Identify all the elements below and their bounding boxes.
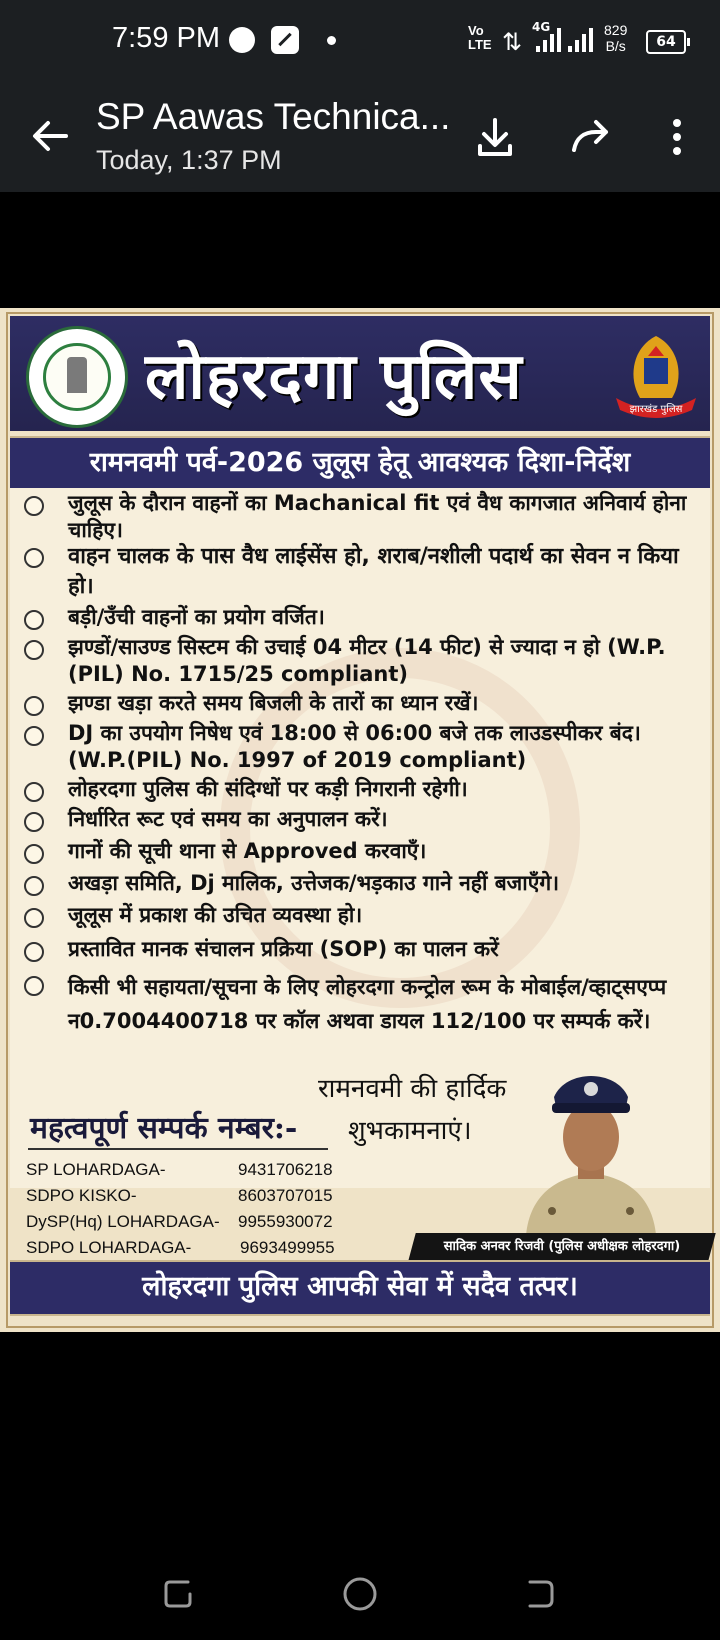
bullet-icon <box>24 726 44 746</box>
poster-footer-bar <box>10 1260 710 1316</box>
more-options-icon[interactable] <box>652 112 702 162</box>
bullet-icon <box>24 496 44 516</box>
notification-app-icon <box>271 26 299 54</box>
contacts-divider <box>28 1148 328 1150</box>
bullet-icon <box>24 876 44 896</box>
list-item-text: झण्डा खड़ा करते समय बिजली के तारों का ध्यान रखें। <box>68 691 479 715</box>
list-item-text: झण्डों/साउण्ड सिस्टम की उचाई 04 मीटर (14 फीट) से ज्यादा न हो (W.P.(PIL) No. 1715/25 compliant) <box>68 635 666 686</box>
officer-caption: सादिक अनवर रिजवी (पुलिस अधीक्षक लोहरदगा) <box>443 1239 681 1254</box>
notification-circle-icon <box>229 27 255 53</box>
bullet-icon <box>24 696 44 716</box>
bullet-icon <box>24 548 44 568</box>
navigation-bar <box>0 1560 720 1640</box>
download-icon[interactable] <box>470 112 520 162</box>
list-item-text: DJ का उपयोग निषेध एवं 18:00 से 06:00 बजे तक लाउडस्पीकर बंद। (W.P.(PIL) No. 1997 of 2019 compliant) <box>68 721 641 772</box>
recent-apps-icon[interactable] <box>158 1572 202 1616</box>
list-item-text: बड़ी/उँची वाहनों का प्रयोग वर्जित। <box>68 605 325 629</box>
contact-label: DySP(Hq) LOHARDAGA- <box>26 1212 220 1231</box>
jharkhand-emblem-icon <box>26 326 128 428</box>
contact-number: 9693499955 <box>240 1238 335 1257</box>
contact-row <box>26 1160 333 1180</box>
poster-footer: लोहरदगा पुलिस आपकी सेवा में सदैव तत्पर। <box>142 1271 578 1302</box>
list-item-text: किसी भी सहायता/सूचना के लिए लोहरदगा कन्ट्रोल रूम के मोबाईल/व्हाट्सएप्प न0.7004400718 पर कॉल अथवा डायल 112/100 पर सम्पर्क करें। <box>68 975 667 1033</box>
list-item-text: प्रस्तावित मानक संचालन प्रक्रिया (SOP) का पालन करें <box>68 937 499 961</box>
more-notifications-icon <box>327 36 336 45</box>
list-item-text: गानों की सूची थाना से Approved करवाएँ। <box>68 839 427 863</box>
bullet-icon <box>24 782 44 802</box>
list-item-text: निर्धारित रूट एवं समय का अनुपालन करें। <box>68 807 388 831</box>
contact-number: 9431706218 <box>238 1160 333 1179</box>
contact-label: SP LOHARDAGA- <box>26 1160 166 1179</box>
page-subtitle: Today, 1:37 PM <box>96 145 282 175</box>
page-title: SP Aawas Technica... <box>96 96 451 137</box>
contact-row <box>26 1212 333 1232</box>
net-speed-value: 829 <box>604 22 628 38</box>
bullet-icon <box>24 812 44 832</box>
bullet-icon <box>24 908 44 928</box>
officer-caption-bar <box>408 1233 716 1261</box>
bullet-icon <box>24 844 44 864</box>
net-speed-unit: B/s <box>605 38 626 54</box>
signal-bars-icon <box>536 28 564 52</box>
list-item-text: वाहन चालक के पास वैध लाईसेंस हो, शराब/नशीली पदार्थ का सेवन न किया हो। <box>68 544 679 599</box>
bullet-icon <box>24 976 44 996</box>
status-time: 7:59 PM <box>112 22 220 54</box>
network-type-label: 4G <box>532 20 551 34</box>
volte-label: Vo LTE <box>468 23 492 52</box>
net-speed <box>604 22 627 54</box>
bullet-icon <box>24 640 44 660</box>
list-item-text: अखड़ा समिति, Dj मालिक, उत्तेजक/भड़काउ गाने नहीं बजाएँगे। <box>68 871 560 895</box>
greeting <box>318 1068 506 1152</box>
greeting-line-1: रामनवमी की हार्दिक <box>318 1074 507 1104</box>
signal-bars-2-icon <box>568 28 596 52</box>
poster-banner <box>10 316 710 431</box>
officer-photo-icon <box>496 1045 686 1235</box>
contact-label: SDPO KISKO- <box>26 1186 137 1205</box>
list-item-text: जुलूस के दौरान वाहनों का Machanical fit एवं वैध कागजात अनिवार्य होना चाहिए। <box>68 491 687 542</box>
list-item-text: लोहरदगा पुलिस की संदिग्धों पर कड़ी निगरानी रहेगी। <box>68 777 468 801</box>
list-item-text: जूलूस में प्रकाश की उचित व्यवस्था हो। <box>68 903 363 927</box>
contact-label: SDPO LOHARDAGA- <box>26 1238 192 1257</box>
contact-number: 9955930072 <box>238 1212 333 1231</box>
jharkhand-police-logo-icon <box>610 328 702 420</box>
contact-row <box>26 1238 335 1258</box>
home-icon[interactable] <box>338 1572 382 1616</box>
data-activity-icon: ⇅ <box>502 28 523 56</box>
battery-icon: 64 <box>646 30 686 54</box>
status-bar <box>0 0 720 82</box>
greeting-line-2: शुभकामनाएं। <box>348 1116 472 1146</box>
contact-row <box>26 1186 333 1206</box>
bullet-icon <box>24 942 44 962</box>
bullet-icon <box>24 610 44 630</box>
emblem-pillar <box>67 357 87 393</box>
back-nav-icon[interactable] <box>518 1572 562 1616</box>
contacts-heading: महत्वपूर्ण सम्पर्क नम्बर:- <box>30 1111 298 1146</box>
app-bar <box>0 82 720 192</box>
forward-icon[interactable] <box>566 112 616 162</box>
poster-heading-bar <box>10 436 710 488</box>
poster-heading: रामनवमी पर्व-2026 जुलूस हेतू आवश्यक दिशा-निर्देश <box>89 447 631 478</box>
police-logo-text: झारखंड पुलिस <box>629 404 683 415</box>
contact-number: 8603707015 <box>238 1186 333 1205</box>
back-arrow-icon[interactable] <box>28 114 72 158</box>
poster-brand: लोहरदगा पुलिस <box>145 339 523 414</box>
